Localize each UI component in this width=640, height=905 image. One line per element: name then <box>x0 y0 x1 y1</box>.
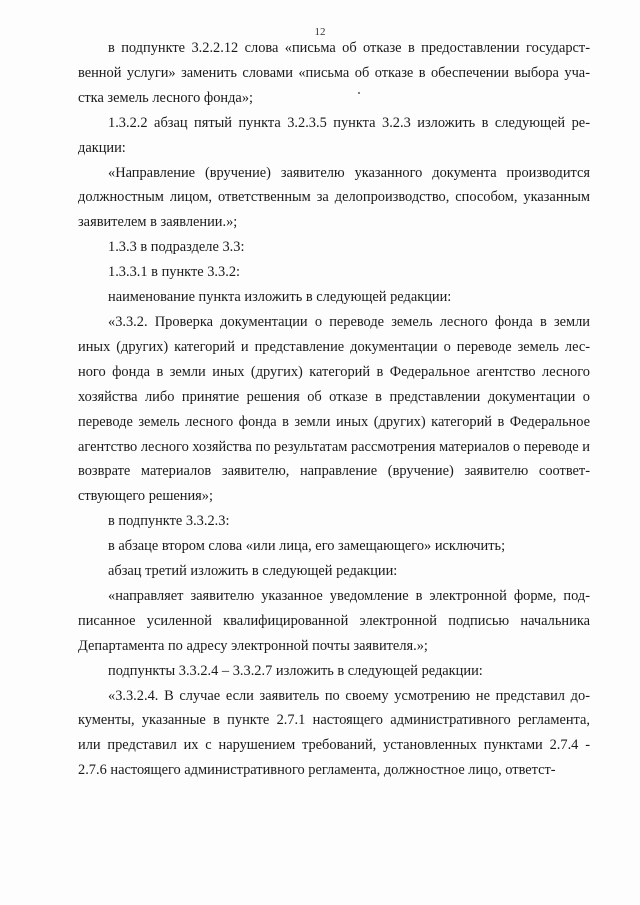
paragraph-point-title-instruction: наименование пункта изложить в следующей редакции: <box>108 289 452 306</box>
page-number: 12 <box>314 26 326 38</box>
paragraph-3-3-2-4-quote: «3.3.2.4. В случае если заявитель по своему усмотрению не представил документы, указанные в пункте 2.7.1 настоящего административного регламента, или представил их с нарушением требований, установленных пунктами 2.7.4 - 2.7.6 настоящего административного регламента, должностное лицо, ответст- <box>78 687 590 779</box>
paragraph-3-3-2-quote: «3.3.2. Проверка документации о переводе земель лесного фонда в земли иных (других) категорий и представление документации о переводе земель лесного фонда в земли иных (других) категорий в Федеральное агентство лесного хозяйства либо принятие решения об отказе в представлении документации о переводе земель лесного фонда в земли иных (других) категорий в Федеральное агентство лесного хозяйства по результатам рассмотрения материалов о переводе и возврате материалов заявителю, направление (вручение) заявителю соответствующего решения»; <box>78 313 590 505</box>
paragraph-1-3-2-2: 1.3.2.2 абзац пятый пункта 3.2.3.5 пункта 3.2.3 изложить в следующей редакции: <box>78 114 590 156</box>
document-body <box>78 36 590 783</box>
paragraph-subpoint-3-3-2-3: в подпункте 3.3.2.3: <box>108 513 230 530</box>
paragraph-subpoints-3-3-2-4-to-7: подпункты 3.3.2.4 – 3.3.2.7 изложить в следующей редакции: <box>108 662 483 679</box>
paragraph-second-abzac: в абзаце втором слова «или лица, его замещающего» исключить; <box>108 538 506 555</box>
paragraph-subpoint-3-2-2-12: в подпункте 3.2.2.12 слова «письма об отказе в предоставлении государственной услуги» заменить словами «письма об отказе в обеспечении выбора участка земель лесного фонда»; <box>78 40 590 106</box>
paragraph-1-3-3: 1.3.3 в подразделе 3.3: <box>108 239 245 256</box>
paragraph-delivery-quote: «Направление (вручение) заявителю указанного документа производится должностным лицом, ответственным за делопроизводство, способом, указанным заявителем в заявлении.»; <box>78 164 590 231</box>
paragraph-notification-quote: «направляет заявителю указанное уведомление в электронной форме, подписанное усиленной квалифицированной электронной подписью начальника Департамента по адресу электронной почты заявителя.»; <box>78 587 590 654</box>
scan-speck <box>358 92 360 94</box>
paragraph-1-3-3-1: 1.3.3.1 в пункте 3.3.2: <box>108 264 241 281</box>
paragraph-third-abzac-instruction: абзац третий изложить в следующей редакции: <box>108 563 398 580</box>
